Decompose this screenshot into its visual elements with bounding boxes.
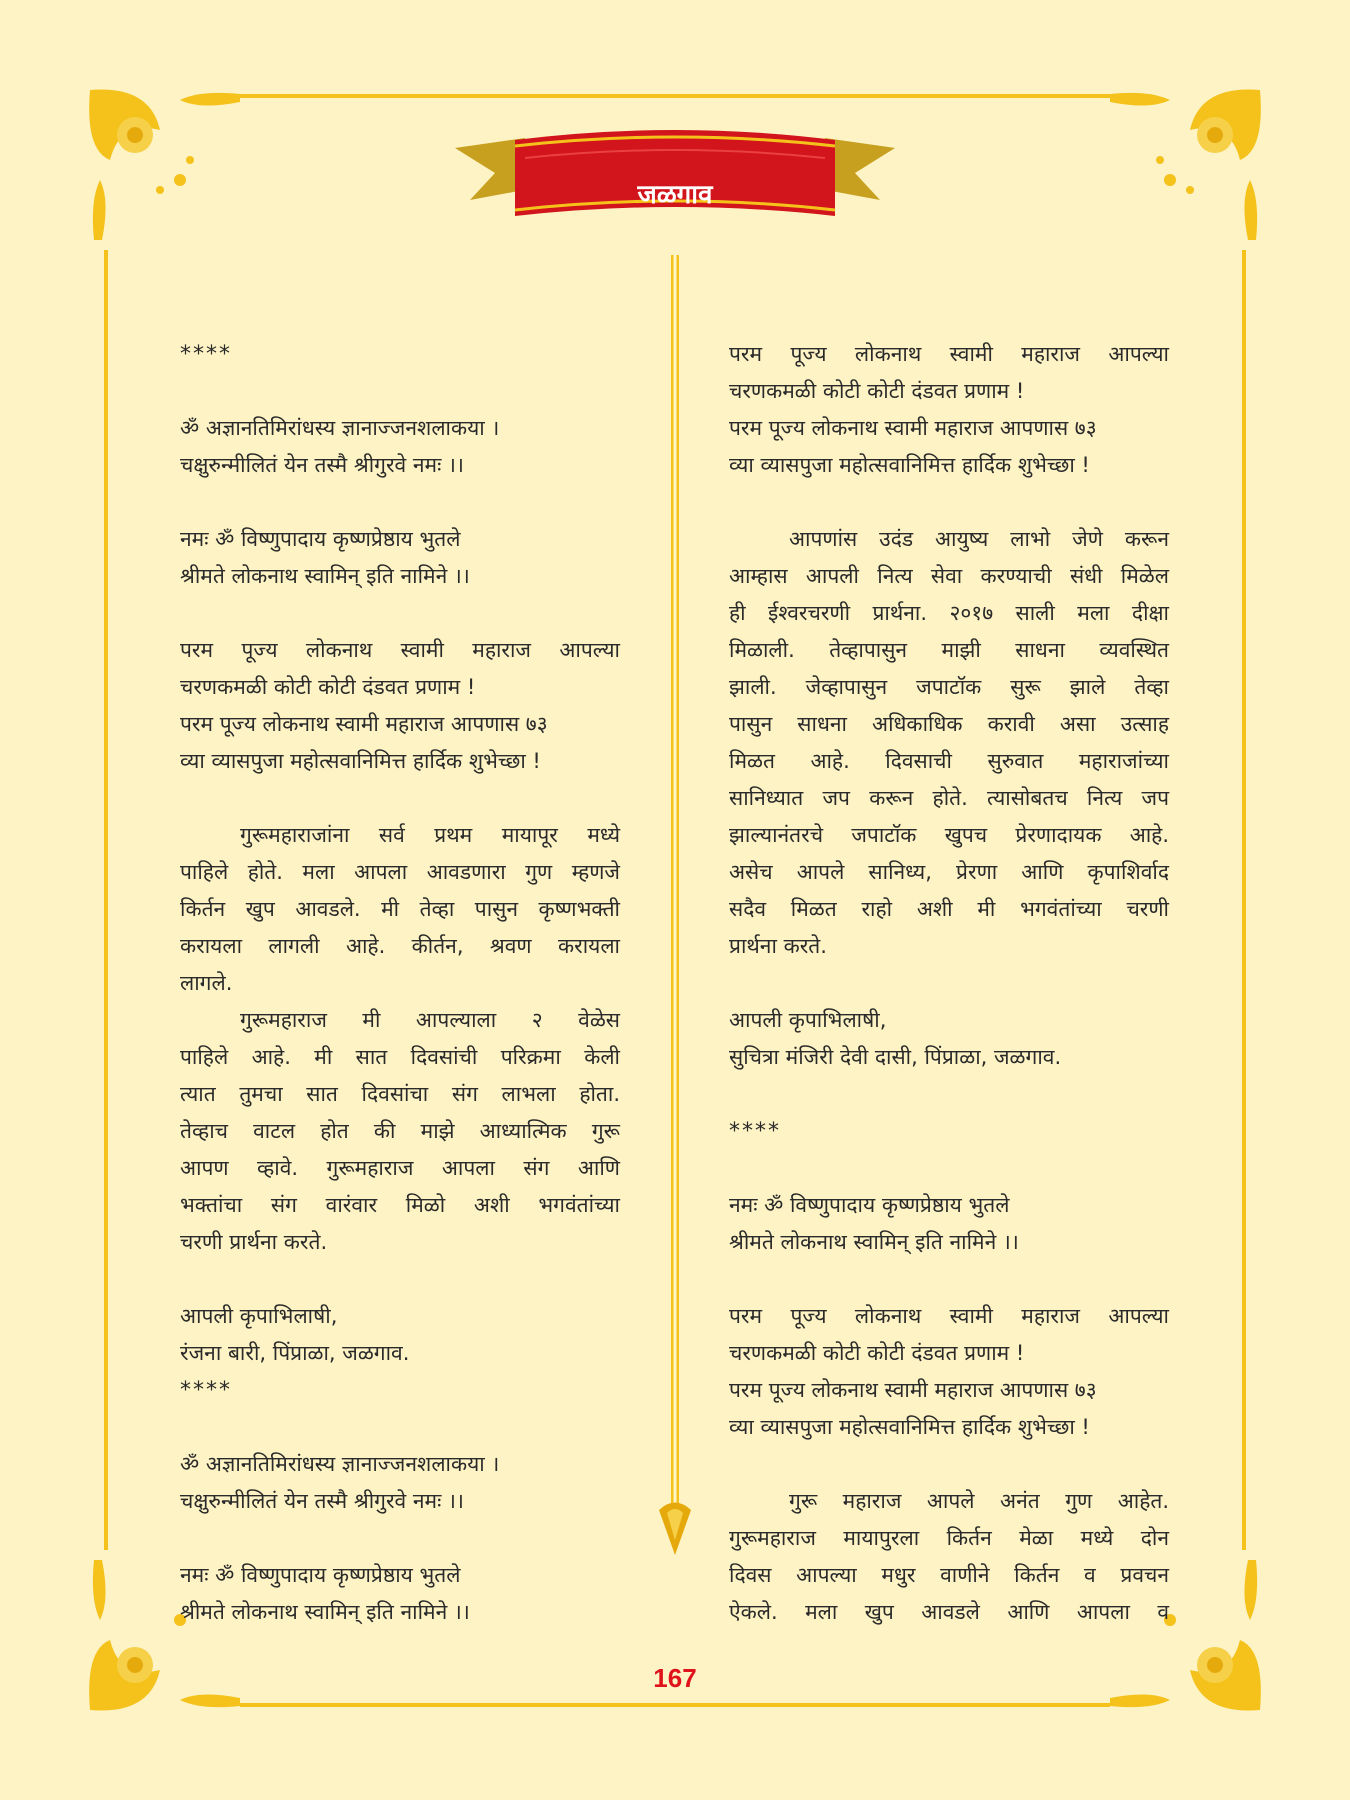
text-line: झाली. जेव्हापासुन जपाटॉक सुरू झाले तेव्हा bbox=[729, 675, 1169, 699]
section-separator: **** bbox=[180, 342, 232, 367]
text-line: गुरूमहाराजांना सर्व प्रथम मायापूर मध्ये bbox=[240, 823, 620, 847]
left-column bbox=[180, 336, 620, 1631]
blank-line bbox=[729, 965, 1169, 1002]
frame-right-line bbox=[1242, 250, 1246, 1550]
text-line: ॐ अज्ञानतिमिरांधस्य ज्ञानाज्जनशलाकया । bbox=[180, 1452, 500, 1476]
page-title: जळगाव bbox=[637, 180, 713, 210]
section-separator: **** bbox=[180, 1378, 232, 1403]
corner-ornament-top-left bbox=[80, 80, 280, 280]
text-line: करायला लागली आहे. कीर्तन, श्रवण करायला bbox=[180, 934, 620, 958]
text-line: ॐ अज्ञानतिमिरांधस्य ज्ञानाज्जनशलाकया । bbox=[180, 416, 500, 440]
text-line: व्या व्यासपुजा महोत्सवानिमित्त हार्दिक शुभेच्छा ! bbox=[180, 749, 541, 773]
right-column bbox=[729, 336, 1169, 1631]
page-number: 167 bbox=[653, 1663, 697, 1693]
text-line: रंजना बारी, पिंप्राळा, जळगाव. bbox=[180, 1341, 410, 1365]
text-line: पाहिले आहे. मी सात दिवसांची परिक्रमा केली bbox=[180, 1045, 620, 1069]
blank-line bbox=[180, 595, 620, 632]
text-line: परम पूज्य लोकनाथ स्वामी महाराज आपल्या bbox=[180, 638, 620, 662]
text-line: भक्तांचा संग वारंवार मिळो अशी भगवंतांच्या bbox=[180, 1193, 620, 1217]
text-line: तेव्हाच वाटल होत की माझे आध्यात्मिक गुरू bbox=[180, 1119, 620, 1143]
section-separator: **** bbox=[729, 1119, 781, 1144]
blank-line bbox=[180, 780, 620, 817]
text-line: आम्हास आपली नित्य सेवा करण्याची संधी मिळेल bbox=[729, 564, 1169, 588]
text-line: श्रीमते लोकनाथ स्वामिन् इति नामिने ।। bbox=[729, 1230, 1019, 1254]
blank-line bbox=[729, 1150, 1169, 1187]
text-line: परम पूज्य लोकनाथ स्वामी महाराज आपणास ७३ bbox=[729, 1378, 1097, 1402]
text-line: ऐकले. मला खुप आवडले आणि आपला व bbox=[729, 1600, 1169, 1624]
frame-left-line bbox=[104, 250, 108, 1550]
text-line: परम पूज्य लोकनाथ स्वामी महाराज आपणास ७३ bbox=[180, 712, 548, 736]
text-line: प्रार्थना करते. bbox=[729, 934, 827, 958]
text-line: श्रीमते लोकनाथ स्वामिन् इति नामिने ।। bbox=[180, 1600, 470, 1624]
text-line: झाल्यानंतरचे जपाटॉक खुपच प्रेरणादायक आहे. bbox=[729, 823, 1169, 847]
text-line: ही ईश्वरचरणी प्रार्थना. २०१७ साली मला दीक्षा bbox=[729, 601, 1169, 625]
text-line: चरणकमळी कोटी कोटी दंडवत प्रणाम ! bbox=[729, 379, 1025, 403]
text-line: नमः ॐ विष्णुपादाय कृष्णप्रेष्ठाय भुतले bbox=[729, 1193, 1010, 1217]
blank-line bbox=[729, 1261, 1169, 1298]
text-line: व्या व्यासपुजा महोत्सवानिमित्त हार्दिक शुभेच्छा ! bbox=[729, 453, 1090, 477]
text-line: लागले. bbox=[180, 971, 233, 995]
blank-line bbox=[729, 1446, 1169, 1483]
blank-line bbox=[180, 484, 620, 521]
blank-line bbox=[180, 1409, 620, 1446]
text-line: चक्षुरुन्मीलितं येन तस्मै श्रीगुरवे नमः ।। bbox=[180, 453, 464, 477]
text-line: आपण व्हावे. गुरूमहाराज आपला संग आणि bbox=[180, 1156, 620, 1180]
frame-bottom-line bbox=[240, 1703, 1110, 1707]
blank-line bbox=[729, 1076, 1169, 1113]
frame-top-line bbox=[240, 94, 1110, 98]
text-line: दिवस आपल्या मधुर वाणीने किर्तन व प्रवचन bbox=[729, 1563, 1169, 1587]
text-line: नमः ॐ विष्णुपादाय कृष्णप्रेष्ठाय भुतले bbox=[180, 1563, 461, 1587]
text-line: पासुन साधना अधिकाधिक करावी असा उत्साह bbox=[729, 712, 1169, 736]
text-line: व्या व्यासपुजा महोत्सवानिमित्त हार्दिक शुभेच्छा ! bbox=[729, 1415, 1090, 1439]
text-line: सदैव मिळत राहो अशी मी भगवंतांच्या चरणी bbox=[729, 897, 1169, 921]
text-line: आपणांस उदंड आयुष्य लाभो जेणे करून bbox=[789, 527, 1169, 551]
text-line: सुचित्रा मंजिरी देवी दासी, पिंप्राळा, जळगाव. bbox=[729, 1045, 1062, 1069]
text-line: परम पूज्य लोकनाथ स्वामी महाराज आपल्या bbox=[729, 1304, 1169, 1328]
blank-line bbox=[729, 484, 1169, 521]
text-line: सानिध्यात जप करून होते. त्यासोबतच नित्य जप bbox=[729, 786, 1169, 810]
text-line: आपली कृपाभिलाषी, bbox=[180, 1304, 338, 1328]
text-line: चरणकमळी कोटी कोटी दंडवत प्रणाम ! bbox=[180, 675, 476, 699]
blank-line bbox=[180, 1520, 620, 1557]
text-line: त्यात तुमचा सात दिवसांचा संग लाभला होता. bbox=[180, 1082, 620, 1106]
text-line: चक्षुरुन्मीलितं येन तस्मै श्रीगुरवे नमः ।। bbox=[180, 1489, 464, 1513]
text-line: नमः ॐ विष्णुपादाय कृष्णप्रेष्ठाय भुतले bbox=[180, 527, 461, 551]
text-line: आपली कृपाभिलाषी, bbox=[729, 1008, 887, 1032]
text-line: चरणकमळी कोटी कोटी दंडवत प्रणाम ! bbox=[729, 1341, 1025, 1365]
text-line: गुरूमहाराज मी आपल्याला २ वेळेस bbox=[240, 1008, 620, 1032]
text-line: पाहिले होते. मला आपला आवडणारा गुण म्हणजे bbox=[180, 860, 620, 884]
text-line: परम पूज्य लोकनाथ स्वामी महाराज आपल्या bbox=[729, 342, 1169, 366]
text-line: मिळत आहे. दिवसाची सुरुवात महाराजांच्या bbox=[729, 749, 1169, 773]
text-line: चरणी प्रार्थना करते. bbox=[180, 1230, 328, 1254]
text-line: श्रीमते लोकनाथ स्वामिन् इति नामिने ।। bbox=[180, 564, 470, 588]
text-line: गुरूमहाराज मायापुरला किर्तन मेळा मध्ये दोन bbox=[729, 1526, 1169, 1550]
corner-ornament-top-right bbox=[1070, 80, 1270, 280]
text-line: परम पूज्य लोकनाथ स्वामी महाराज आपणास ७३ bbox=[729, 416, 1097, 440]
text-line: किर्तन खुप आवडले. मी तेव्हा पासुन कृष्णभक्ती bbox=[180, 897, 620, 921]
blank-line bbox=[180, 373, 620, 410]
blank-line bbox=[180, 1261, 620, 1298]
text-line: मिळाली. तेव्हापासुन माझी साधना व्यवस्थित bbox=[729, 638, 1169, 662]
text-line: असेच आपले सानिध्य, प्रेरणा आणि कृपाशिर्वाद bbox=[729, 860, 1169, 884]
text-line: गुरू महाराज आपले अनंत गुण आहेत. bbox=[789, 1489, 1169, 1513]
column-divider bbox=[645, 255, 705, 1565]
